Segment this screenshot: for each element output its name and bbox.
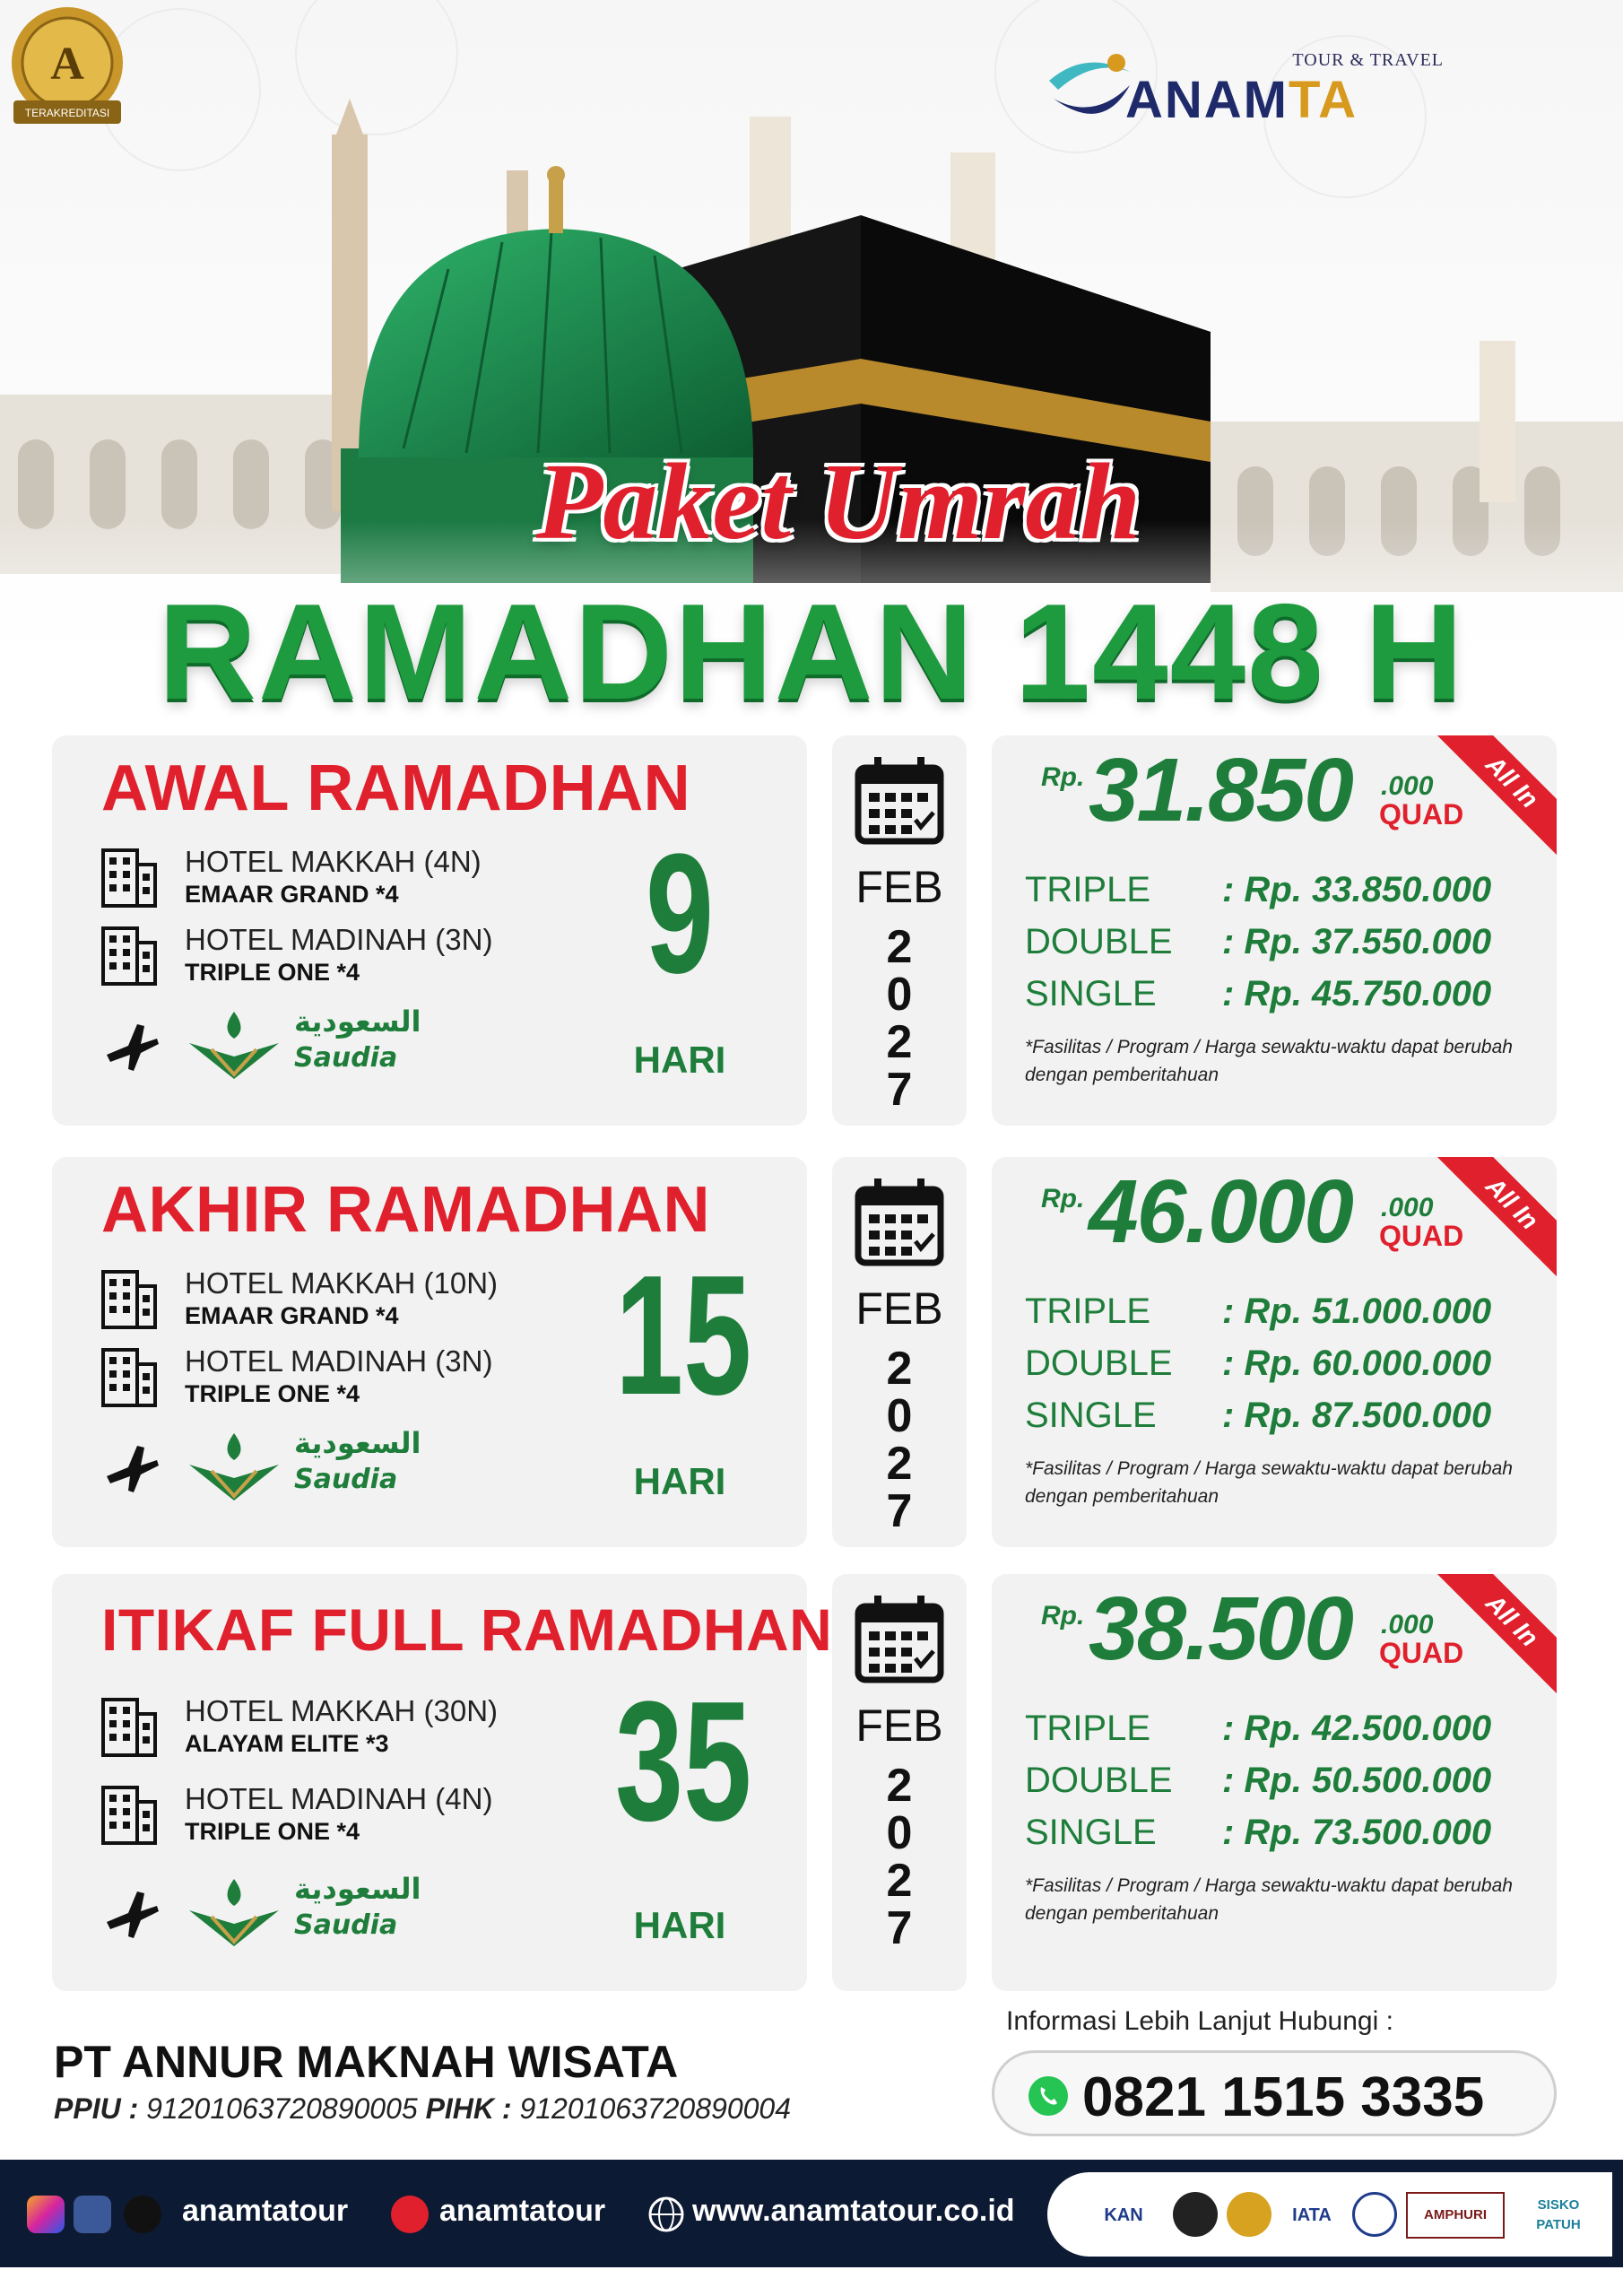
asita-emblem-icon [1352, 2192, 1397, 2237]
price-row-single [1025, 1813, 1492, 1853]
social-handle[interactable]: anamtatour [182, 2194, 349, 2228]
room-type: TRIPLE [1025, 1709, 1151, 1748]
calendar-icon [855, 755, 944, 845]
hotel-madinah-label: HOTEL MADINAH (3N) [185, 923, 493, 956]
logo-swoosh-icon [1040, 36, 1139, 126]
year-digit: 2 [886, 1343, 913, 1395]
all-in-ribbon: All In [1435, 1574, 1557, 1698]
umrah-emblem-icon [1227, 2192, 1271, 2237]
price-main: 46.000 [1089, 1161, 1352, 1262]
cert-kan: KAN [1104, 2205, 1143, 2225]
hotel-madinah-name: TRIPLE ONE *4 [185, 1380, 360, 1407]
room-price: : Rp. 33.850.000 [1222, 870, 1492, 909]
year-digit: 7 [886, 1902, 913, 1954]
date-card [832, 735, 967, 1126]
price-row-triple [1025, 1292, 1492, 1332]
logo-tagline: TOUR & TRAVEL [1292, 50, 1444, 70]
departure-month: FEB [855, 1700, 943, 1751]
duration-label: HARI [633, 1460, 726, 1502]
ppiu-number: 91201063720890005 [146, 2092, 418, 2125]
airline-name: Saudia [294, 1042, 398, 1074]
garuda-emblem-icon [1173, 2192, 1218, 2237]
package-card[interactable] [52, 1574, 833, 1991]
room-type: DOUBLE [1025, 1344, 1173, 1383]
youtube-icon[interactable] [391, 2196, 429, 2233]
calendar-icon [855, 1177, 944, 1266]
year-digit: 2 [886, 1855, 913, 1907]
duration-days: 9 [645, 819, 715, 1009]
brand-logo [1040, 27, 1444, 135]
airline-arabic: السعودية [294, 1426, 421, 1460]
year-digit: 2 [886, 1016, 913, 1068]
airline-name: Saudia [294, 1909, 398, 1941]
year-digit: 0 [886, 969, 913, 1021]
date-card [832, 1574, 967, 1991]
price-card [992, 735, 1557, 1126]
date-card [832, 1157, 967, 1547]
room-price: : Rp. 73.500.000 [1222, 1813, 1492, 1852]
room-type: TRIPLE [1025, 870, 1151, 909]
room-type: DOUBLE [1025, 1761, 1173, 1800]
company-name: PT ANNUR MAKNAH WISATA [54, 2037, 679, 2087]
airplane-icon [101, 1440, 161, 1496]
contact-label: Informasi Lebih Lanjut Hubungi : [1006, 2006, 1393, 2036]
price-prefix: Rp. [1041, 1601, 1085, 1631]
departure-year [832, 921, 967, 1116]
duration-days: 15 [615, 1240, 752, 1431]
logo-name [1125, 70, 1358, 130]
airline-arabic: السعودية [294, 1872, 421, 1906]
whatsapp-icon [1027, 2074, 1070, 2118]
hotel-madinah-name: TRIPLE ONE *4 [185, 959, 360, 986]
cert-iata: IATA [1292, 2205, 1332, 2225]
building-icon [101, 1696, 157, 1757]
price-main: 38.500 [1089, 1578, 1352, 1679]
price-type: QUAD [1379, 1637, 1464, 1669]
year-digit: 2 [886, 1760, 913, 1812]
year-digit: 0 [886, 1807, 913, 1859]
room-price: : Rp. 87.500.000 [1222, 1396, 1492, 1435]
price-type: QUAD [1379, 1220, 1464, 1252]
room-type: SINGLE [1025, 1813, 1157, 1852]
hotel-makkah-name: EMAAR GRAND *4 [185, 881, 399, 908]
room-price: : Rp. 45.750.000 [1222, 974, 1492, 1013]
price-row-single [1025, 974, 1492, 1014]
accreditation-letter: A [50, 39, 84, 90]
room-type: DOUBLE [1025, 922, 1173, 961]
hotel-madinah-label: HOTEL MADINAH (4N) [185, 1782, 493, 1815]
building-icon [101, 1268, 157, 1329]
building-icon [101, 1346, 157, 1407]
phone-button[interactable] [992, 2050, 1557, 2136]
price-main: 31.850 [1089, 740, 1352, 840]
room-type: SINGLE [1025, 1396, 1157, 1435]
hotel-makkah-label: HOTEL MAKKAH (4N) [185, 845, 482, 878]
package-title: AKHIR RAMADHAN [101, 1174, 710, 1246]
price-prefix: Rp. [1041, 762, 1085, 792]
headline-script: Paket Umrah [535, 441, 1141, 562]
facebook-icon[interactable] [74, 2196, 111, 2233]
room-price: : Rp. 51.000.000 [1222, 1292, 1492, 1331]
price-row-double [1025, 922, 1492, 962]
room-price: : Rp. 60.000.000 [1222, 1344, 1492, 1383]
cert-amphuri: AMPHURI [1406, 2192, 1505, 2239]
price-row-single [1025, 1396, 1492, 1436]
cert-sisko-patuh: SISKO PATUH [1536, 2197, 1581, 2232]
instagram-icon[interactable] [27, 2196, 65, 2233]
all-in-ribbon: All In [1435, 1157, 1557, 1281]
duration-label: HARI [633, 1904, 726, 1946]
price-type: QUAD [1379, 798, 1464, 831]
price-suffix: .000 [1381, 1193, 1434, 1222]
hotel-makkah-label: HOTEL MAKKAH (30N) [185, 1694, 499, 1727]
year-digit: 7 [886, 1485, 913, 1537]
package-title: ITIKAF FULL RAMADHAN [101, 1596, 833, 1663]
duration-label: HARI [633, 1039, 726, 1081]
package-card[interactable] [52, 1157, 807, 1547]
price-suffix: .000 [1381, 771, 1434, 801]
airplane-icon [101, 1886, 161, 1942]
year-digit: 2 [886, 1438, 913, 1490]
pihk-number: 91201063720890004 [519, 2092, 791, 2125]
building-icon [101, 925, 157, 986]
hotel-madinah-name: TRIPLE ONE *4 [185, 1818, 360, 1845]
certification-logos [1047, 2172, 1612, 2257]
price-row-triple [1025, 1709, 1492, 1749]
package-title: AWAL RAMADHAN [101, 752, 691, 824]
ppiu-label: PPIU : [54, 2092, 139, 2125]
room-price: : Rp. 50.500.000 [1222, 1761, 1492, 1800]
price-suffix: .000 [1381, 1610, 1434, 1639]
all-in-ribbon: All In [1435, 735, 1557, 859]
price-card [992, 1574, 1557, 1991]
duration-days: 35 [615, 1666, 752, 1857]
price-note: *Fasilitas / Program / Harga sewaktu-waktu dapat berubah dengan pemberitahuan [1025, 1875, 1513, 1924]
price-row-double [1025, 1761, 1492, 1801]
pihk-label: PIHK : [425, 2092, 512, 2125]
hotel-madinah-label: HOTEL MADINAH (3N) [185, 1344, 493, 1378]
room-type: TRIPLE [1025, 1292, 1151, 1331]
airline-name: Saudia [294, 1464, 398, 1495]
globe-icon [647, 2196, 685, 2233]
year-digit: 7 [886, 1064, 913, 1116]
year-digit: 0 [886, 1390, 913, 1442]
logo-name-part2: TA [1288, 71, 1358, 129]
price-row-triple [1025, 870, 1492, 910]
accreditation-badge-icon [0, 0, 135, 135]
phone-number: 0821 1515 3335 [1082, 2066, 1485, 2128]
airline-arabic: السعودية [294, 1004, 421, 1039]
room-price: : Rp. 42.500.000 [1222, 1709, 1492, 1748]
license-info [54, 2092, 791, 2126]
calendar-icon [855, 1594, 944, 1683]
package-card[interactable] [52, 735, 807, 1126]
building-icon [101, 1784, 157, 1845]
year-digit: 2 [886, 921, 913, 973]
hotel-makkah-name: ALAYAM ELITE *3 [185, 1730, 389, 1757]
building-icon [101, 847, 157, 908]
departure-year [832, 1345, 967, 1535]
headline-main: RAMADHAN 1448 H [158, 576, 1465, 728]
price-note: *Fasilitas / Program / Harga sewaktu-waktu dapat berubah dengan pemberitahuan [1025, 1037, 1513, 1085]
price-note: *Fasilitas / Program / Harga sewaktu-waktu dapat berubah dengan pemberitahuan [1025, 1458, 1513, 1507]
website-link[interactable]: www.anamtatour.co.id [692, 2194, 1015, 2228]
room-price: : Rp. 37.550.000 [1222, 922, 1492, 961]
youtube-handle[interactable]: anamtatour [439, 2194, 606, 2228]
departure-month: FEB [855, 862, 943, 912]
tiktok-icon[interactable] [124, 2196, 161, 2233]
logo-name-part1: ANAM [1125, 71, 1289, 129]
footer-bar [0, 2160, 1623, 2267]
departure-month: FEB [855, 1283, 943, 1334]
airplane-icon [101, 1019, 161, 1074]
hotel-makkah-label: HOTEL MAKKAH (10N) [185, 1266, 499, 1300]
price-card [992, 1157, 1557, 1547]
room-type: SINGLE [1025, 974, 1157, 1013]
accreditation-text: TERAKREDITASI [24, 107, 110, 119]
price-prefix: Rp. [1041, 1184, 1085, 1213]
departure-year [832, 1762, 967, 1952]
hotel-makkah-name: EMAAR GRAND *4 [185, 1302, 399, 1329]
price-row-double [1025, 1344, 1492, 1384]
